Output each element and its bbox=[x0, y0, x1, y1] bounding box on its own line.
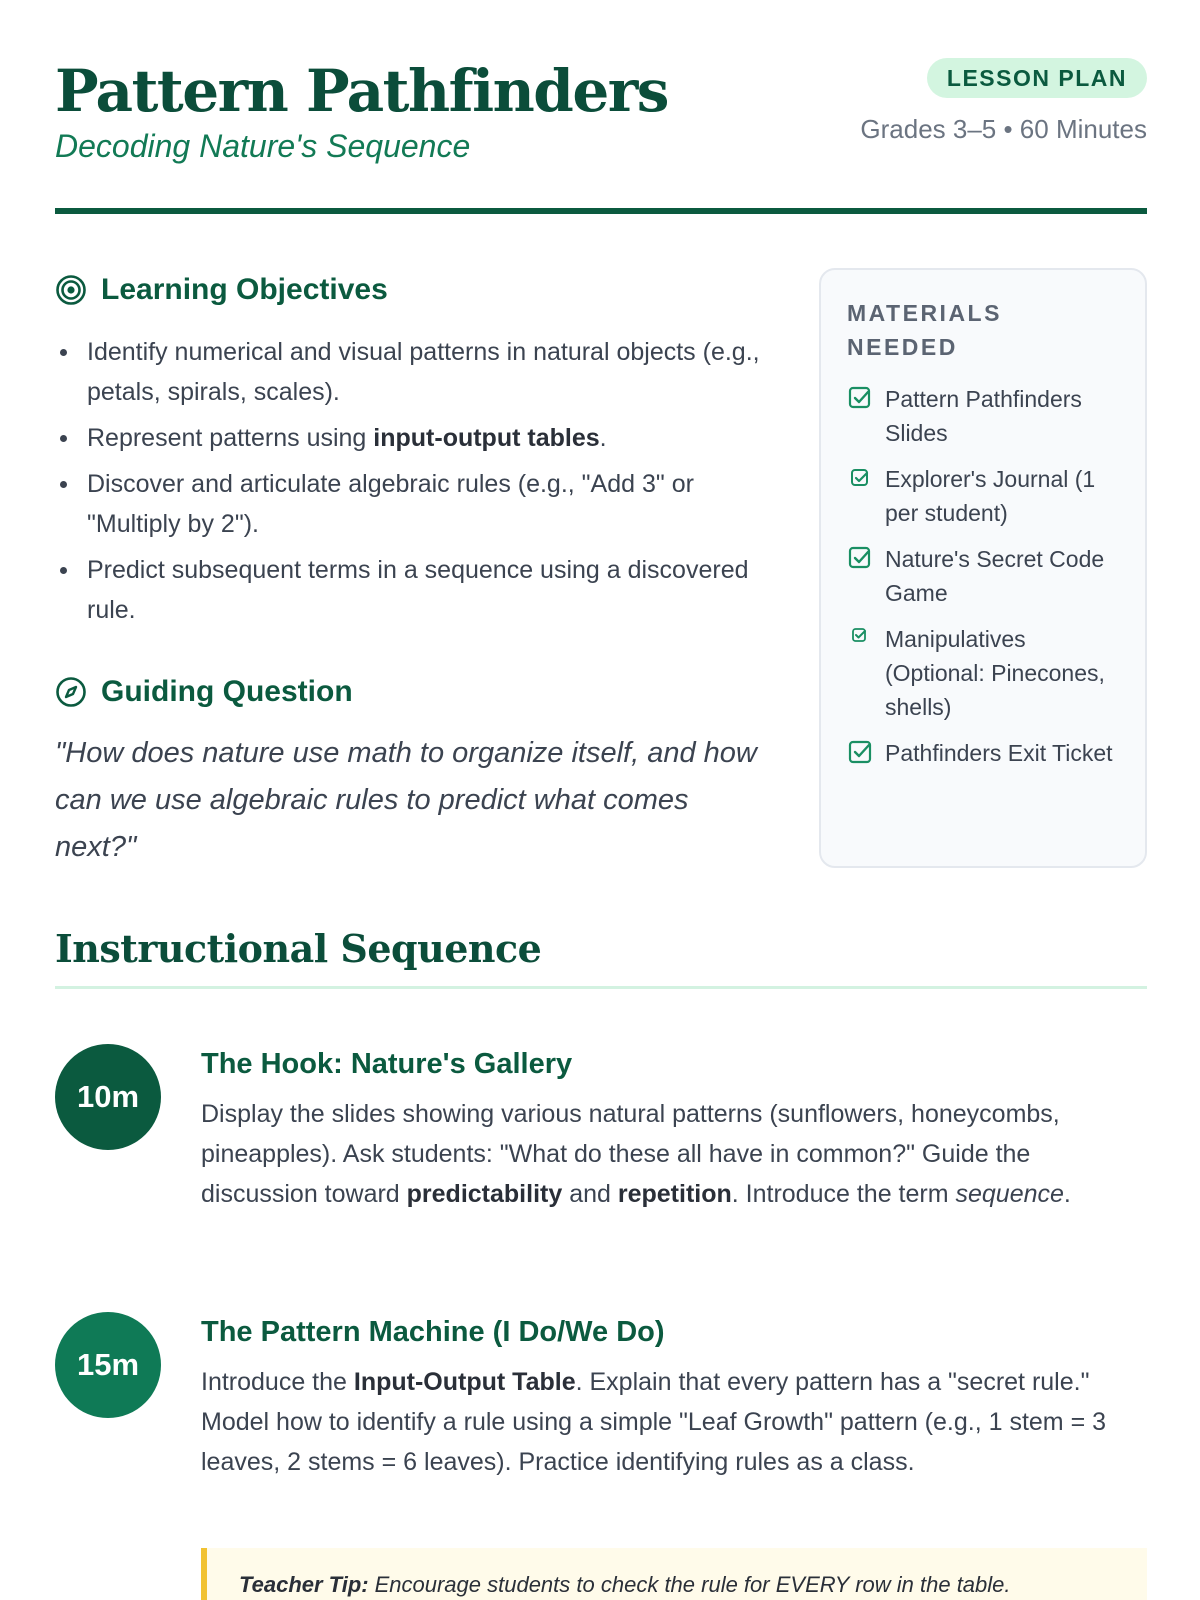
step-bold: repetition bbox=[617, 1180, 732, 1208]
duration-badge: 10m bbox=[55, 1044, 161, 1150]
page-title: Pattern Pathfinders bbox=[55, 57, 668, 125]
step-text: . Introduce the term bbox=[731, 1180, 956, 1208]
objectives-heading bbox=[55, 270, 775, 310]
checkbox-icon bbox=[847, 465, 873, 491]
sequence-title: Instructional Sequence bbox=[55, 926, 542, 971]
material-label: Nature's Secret Code Game bbox=[885, 546, 1105, 606]
step-bold: Input-Output Table bbox=[353, 1368, 576, 1396]
materials-list bbox=[847, 382, 1119, 770]
teacher-tip bbox=[201, 1548, 1147, 1600]
material-label: Manipulatives (Optional: Pinecones, shells) bbox=[885, 626, 1105, 720]
header bbox=[55, 58, 1147, 214]
step-heading: The Pattern Machine (I Do/We Do) bbox=[201, 1316, 665, 1348]
material-label: Explorer's Journal (1 per student) bbox=[885, 466, 1096, 526]
header-divider bbox=[55, 208, 1147, 214]
material-item bbox=[847, 382, 1119, 450]
step-description bbox=[201, 1362, 1147, 1482]
objectives-heading-text: Learning Objectives bbox=[101, 273, 388, 306]
objective-item: Predict subsequent terms in a sequence using a discovered rule. bbox=[55, 550, 775, 630]
checkbox-icon bbox=[847, 385, 873, 411]
guiding-heading-text: Guiding Question bbox=[101, 675, 353, 708]
left-column bbox=[55, 270, 775, 871]
step-text: Display the slides showing various natural patterns (sunflowers, honeycombs, pineapples). Ask students: "What do these all have in common?" Guide the discussion toward bbox=[201, 1100, 1060, 1208]
compass-icon bbox=[55, 676, 87, 708]
grade-duration-meta: Grades 3–5 • 60 Minutes bbox=[860, 114, 1147, 144]
step-text: . bbox=[1063, 1180, 1071, 1208]
step-text: and bbox=[562, 1180, 618, 1208]
checkbox-icon bbox=[847, 545, 873, 571]
materials-card bbox=[819, 268, 1147, 868]
step-body bbox=[201, 1312, 1147, 1482]
teacher-tip-label: Teacher Tip: bbox=[239, 1572, 369, 1597]
material-item bbox=[847, 736, 1119, 770]
duration-badge: 15m bbox=[55, 1312, 161, 1418]
step-text: Introduce the bbox=[201, 1368, 354, 1396]
checkbox-icon bbox=[847, 739, 873, 765]
objective-text: Represent patterns using bbox=[87, 424, 374, 452]
step-body bbox=[201, 1044, 1147, 1214]
target-icon bbox=[55, 274, 87, 306]
checkbox-icon bbox=[847, 625, 873, 651]
step-bold: predictability bbox=[406, 1180, 563, 1208]
material-item bbox=[847, 622, 1119, 724]
guiding-heading bbox=[55, 672, 775, 712]
material-item bbox=[847, 542, 1119, 610]
sequence-divider bbox=[55, 986, 1147, 989]
objective-item: Discover and articulate algebraic rules (e.g., "Add 3" or "Multiply by 2"). bbox=[55, 464, 775, 544]
material-label: Pattern Pathfinders Slides bbox=[885, 386, 1082, 446]
objective-text: . bbox=[599, 424, 607, 452]
lesson-plan-badge: LESSON PLAN bbox=[927, 58, 1147, 98]
objectives-list bbox=[55, 332, 775, 630]
materials-title: MATERIALS NEEDED bbox=[847, 300, 1002, 360]
material-item bbox=[847, 462, 1119, 530]
lesson-plan-page bbox=[55, 0, 1147, 1600]
step-text: . Explain that every pattern has a "secret rule." Model how to identify a rule using a simple "Leaf Growth" pattern (e.g., 1 stem = 3 leaves, 2 stems = 6 leaves). Practice identifying rules as a class. bbox=[201, 1368, 1107, 1476]
step-description bbox=[201, 1094, 1147, 1214]
step-heading: The Hook: Nature's Gallery bbox=[201, 1048, 573, 1080]
step-italic: sequence bbox=[955, 1180, 1064, 1208]
objective-item: Identify numerical and visual patterns in natural objects (e.g., petals, spirals, scales). bbox=[55, 332, 775, 412]
objective-item bbox=[55, 418, 775, 458]
page-subtitle: Decoding Nature's Sequence bbox=[55, 128, 471, 164]
guiding-question: "How does nature use math to organize itself, and how can we use algebraic rules to predict what comes next?" bbox=[55, 737, 757, 863]
teacher-tip-text: Encourage students to check the rule for EVERY row in the table. bbox=[374, 1572, 1011, 1597]
objective-bold: input-output tables bbox=[373, 424, 600, 452]
material-label: Pathfinders Exit Ticket bbox=[885, 740, 1113, 766]
